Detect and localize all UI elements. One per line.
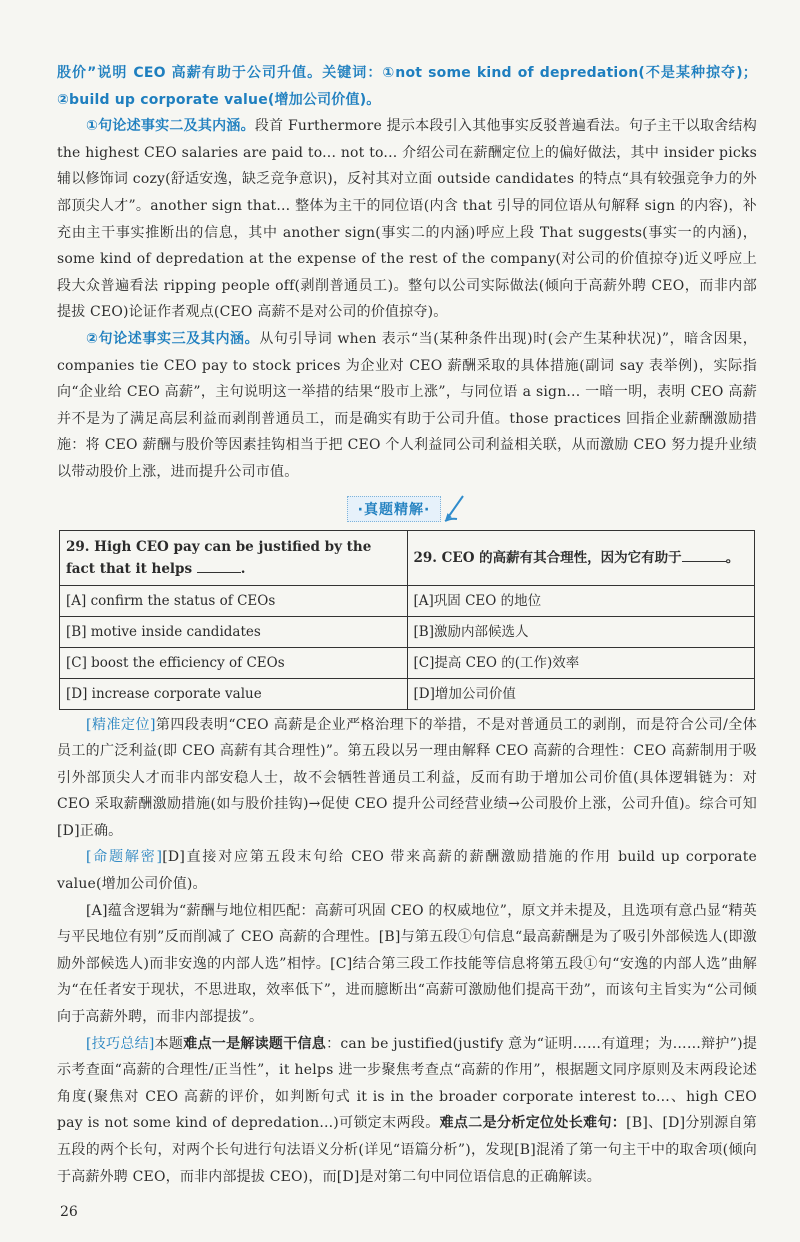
answer-blank — [682, 549, 726, 562]
section-heading: ①句论述事实二及其内涵。 — [86, 118, 255, 135]
emphasis: 难点二是分析定位处长难句： — [439, 1115, 627, 1132]
section-heading: ②句论述事实三及其内涵。 — [86, 330, 260, 347]
option-en: [D] increase corporate value — [60, 678, 408, 709]
paragraph-distractors: [A]蕴含逻辑为“薪酬与地位相匹配：高薪可巩固 CEO 的权威地位”，原文并未提及，且选项有意凸显“精英与平民地位有别”反而削减了 CEO 高薪的合理性。[B]与第五段①句信息“最高薪酬是为了吸引外部候选人(即激励外部候选人)而非安逸的内部人选”相悖。[C]结合第三段工作技能等信息将第五段①句“安逸的内部人选”曲解为“在任者安于现状，不思进取，效率低下”，进而臆断出“高薪可激励他们提高干劲”，而该句主旨实为“公司倾向于高薪外聘，而非内部提拔”。 — [57, 902, 757, 1026]
option-zh: [C]提高 CEO 的(工作)效率 — [407, 647, 755, 678]
answer-blank — [197, 560, 241, 573]
section-tag: [技巧总结] — [86, 1035, 155, 1052]
question-chinese: 29. CEO 的高薪有其合理性，因为它有助于 。 — [407, 530, 755, 585]
option-zh: [B]激励内部候选人 — [407, 616, 755, 647]
table-row — [60, 585, 755, 616]
emphasis: 难点一是解读题干信息 — [183, 1035, 327, 1052]
section-tag: [精准定位] — [86, 716, 156, 733]
paragraph-locate: [精准定位]第四段表明“CEO 高薪是企业严格治理下的举措，不是对普通员工的剥削，而是符合公司/全体员工的广泛利益(即 CEO 高薪有其合理性)”。第五段以另一理由解释 CEO 高薪的合理性：CEO 高薪制用于吸引外部顶尖人才而非内部安稳人士，故不会牺牲普通员工利益，反而有助于增加公司价值(具体逻辑链为：对 CEO 采取薪酬激励措施(如与股价挂钩)→促使 CEO 提升公司经营业绩→公司股价上涨，公司升值)。综合可知[D]正确。 — [57, 716, 758, 839]
option-en: [C] boost the efficiency of CEOs — [60, 647, 408, 678]
pen-icon — [441, 494, 467, 524]
question-table — [59, 530, 755, 710]
option-en: [B] motive inside candidates — [60, 616, 408, 647]
table-row — [60, 647, 755, 678]
option-zh: [A]巩固 CEO 的地位 — [407, 585, 755, 616]
intro-keywords: 股价”说明 CEO 高薪有助于公司升值。关键词：①not some kind of depredation(不是某种掠夺)；②build up corporate value(增加公司价值)。 — [57, 65, 757, 108]
option-en: [A] confirm the status of CEOs — [60, 585, 408, 616]
question-english: 29. High CEO pay can be justified by the fact that it helps . — [60, 530, 408, 585]
page-number: 26 — [60, 1204, 78, 1221]
paragraph-decode: [命题解密][D]直接对应第五段末句给 CEO 带来高薪的薪酬激励措施的作用 build up corporate value(增加公司价值)。 — [57, 849, 758, 893]
paragraph-body: 从句引导词 when 表示“当(某种条件出现)时(会产生某种状况)”，暗含因果，companies tie CEO pay to stock prices 为企业对 CEO 薪酬采取的具体措施(副词 say 表举例)，实际指向“企业给 CEO 高薪”，主句说明这一举措的结果“股市上涨”，与同位语 a sign... 一暗一明，表明 CEO 高薪并不是为了满足高层利益而剥削普通员工，而是确实有助于公司升值。those practices 回指企业薪酬激励措施：将 CEO 薪酬与股价等因素挂钩相当于把 CEO 个人利益同公司利益相关联，从而激励 CEO 努力提升业绩以带动股价上涨，进而提升公司市值。 — [57, 330, 757, 480]
paragraph-summary: [技巧总结]本题难点一是解读题干信息：can be justified(justify 意为“证明……有道理；为……辩护”)提示考查面“高薪的合理性/正当性”，it helps 进一步聚焦考查点“高薪的作用”，根据题文同序原则及末两段论述角度(聚焦对 CEO 高薪的评价，如判断句式 it is in the broader corporate interest to...、high CEO pay is not some kind of depredation...)可锁定末两段。难点二是分析定位处长难句：[B]、[D]分别源自第五段的两个长句，对两个长句进行句法语义分析(详见“语篇分析”)，发现[B]混淆了第一句主干中的取舍项(倾向于高薪外聘 CEO，而非内部提拔 CEO)，而[D]是对第二句中同位语信息的正确解读。 — [57, 1035, 758, 1185]
table-row — [60, 530, 755, 585]
paragraph-body: 段首 Furthermore 提示本段引入其他事实反驳普遍看法。句子主干以取舍结构 the highest CEO salaries are paid to... not to... 介绍公司在薪酬定位上的偏好做法，其中 insider picks 辅以修饰词 cozy(舒适安逸，缺乏竞争意识)，反衬其对立面 outside candidates 的特点“具有较强竞争力的外部顶尖人才”。another sign that... 整体为主干的同位语(内含 that 引导的同位语从句解释 sign 的内容)，补充由主干事实推断出的信息，其中 another sign(事实二的内涵)呼应上段 That suggests(事实一的内涵)，some kind of depredation at the expense of the rest of the company(对公司的价值掠夺)近义呼应上段大众普遍看法 ripping people off(剥削普通员工)。整句以公司实际做法(倾向于高薪外聘 CEO，而非内部提拔 CEO)论证作者观点(CEO 高薪不是对公司的价值掠夺)。 — [57, 118, 758, 321]
paragraph-fact-two — [57, 113, 757, 326]
option-zh: [D]增加公司价值 — [407, 678, 755, 709]
paragraph-fact-three — [57, 326, 757, 486]
table-row — [60, 616, 755, 647]
table-row — [60, 678, 755, 709]
section-banner — [57, 494, 757, 524]
banner-title: ·真题精解· — [347, 496, 442, 522]
section-tag: [命题解密] — [86, 849, 163, 866]
